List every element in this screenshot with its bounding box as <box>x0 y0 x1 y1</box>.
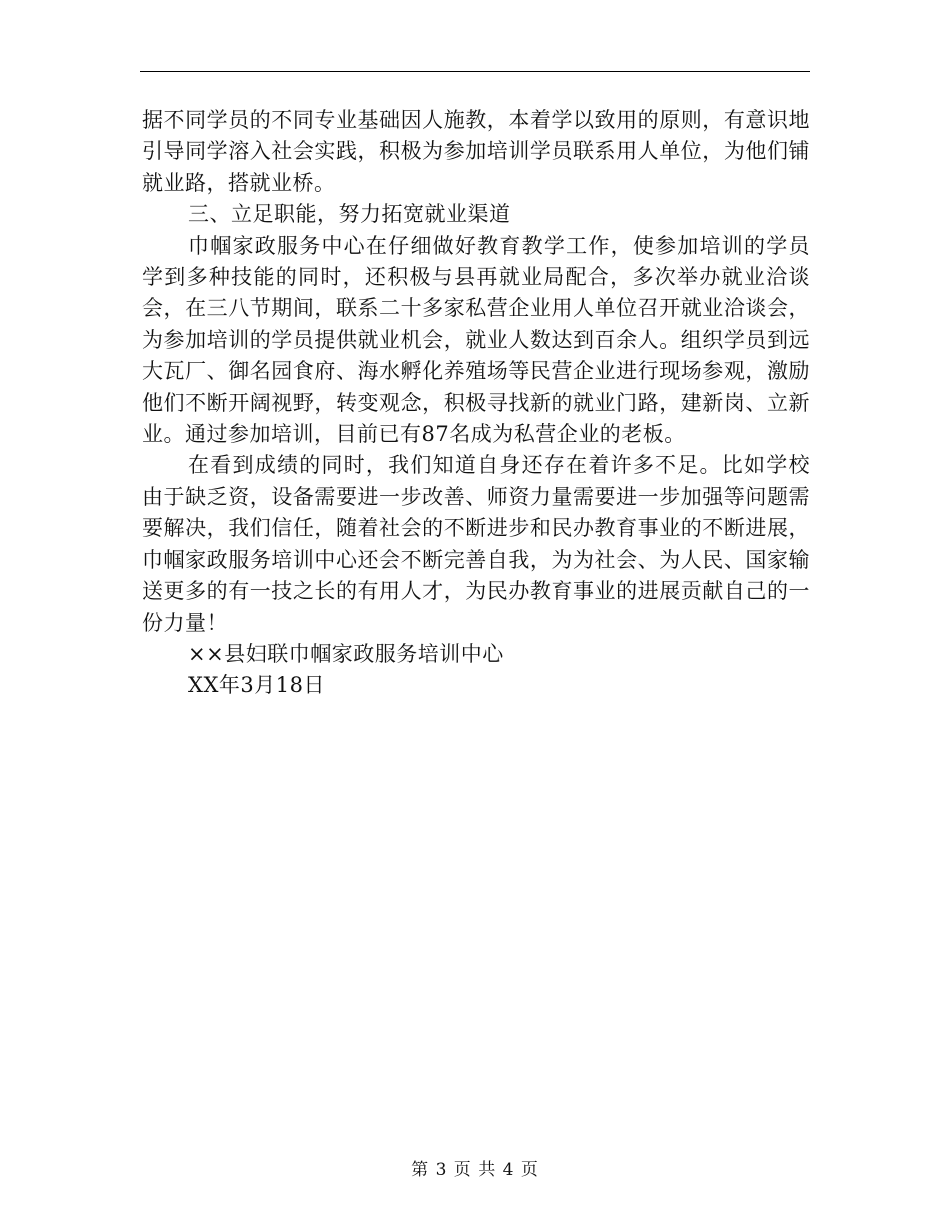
signature-date: XX年3月18日 <box>188 673 325 698</box>
paragraph-conclusion: 在看到成绩的同时，我们知道自身还存在着许多不足。比如学校由于缺乏资，设备需要进一步改善、师资力量需要进一步加强等问题需要解决，我们信任，随着社会的不断进步和民办教育事业的不断进展，巾帼家政服务培训中心还会不断完善自我，为为社会、为人民、国家输送更多的有一技之长的有用人才，为民办教育事业的进展贡献自己的一份力量！ <box>142 453 810 635</box>
page-number-footer: 第 3 页 共 4 页 <box>411 1160 539 1180</box>
signature-organization: ××县妇联巾帼家政服务培训中心 <box>188 641 504 666</box>
paragraph-employment: 巾帼家政服务中心在仔细做好教育教学工作，使参加培训的学员学到多种技能的同时，还积极与县再就业局配合，多次举办就业洽谈会，在三八节期间，联系二十多家私营企业用人单位召开就业洽谈会，为参加培训的学员提供就业机会，就业人数达到百余人。组织学员到远大瓦厂、御名园食府、海水孵化养殖场等民营企业进行现场参观，激励他们不断开阔视野，转变观念，积极寻找新的就业门路，建新岗、立新业。通过参加培训，目前已有87名成为私营企业的老板。 <box>142 233 810 447</box>
section-heading: 三、立足职能，努力拓宽就业渠道 <box>188 202 511 227</box>
header-rule <box>140 71 810 72</box>
document-body <box>142 105 810 702</box>
paragraph-continuation: 据不同学员的不同专业基础因人施教，本着学以致用的原则，有意识地引导同学溶入社会实践，积极为参加培训学员联系用人单位，为他们铺就业路，搭就业桥。 <box>142 108 810 195</box>
